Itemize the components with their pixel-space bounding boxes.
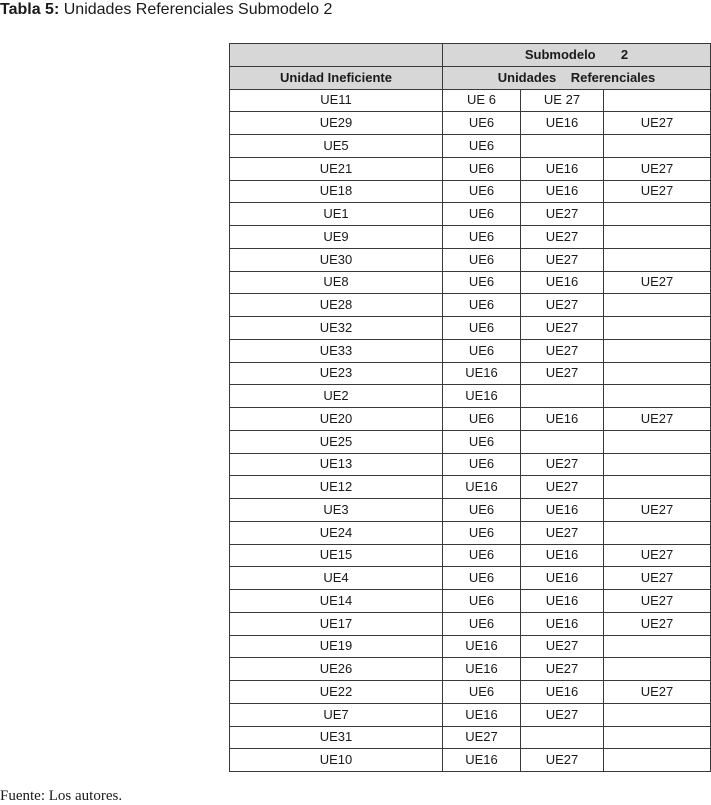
- unit-cell: UE21: [230, 157, 443, 180]
- reference-cell: UE27: [604, 612, 711, 635]
- unit-cell: UE7: [230, 703, 443, 726]
- reference-cell: UE6: [443, 112, 521, 135]
- unit-cell: UE15: [230, 544, 443, 567]
- unit-cell: UE28: [230, 294, 443, 317]
- unit-cell: UE25: [230, 430, 443, 453]
- header-row-top: [230, 44, 711, 67]
- reference-cell: UE27: [604, 590, 711, 613]
- table-row: [230, 271, 711, 294]
- table-row: [230, 590, 711, 613]
- table-row: [230, 658, 711, 681]
- reference-cell: [604, 135, 711, 158]
- unit-cell: UE17: [230, 612, 443, 635]
- reference-cell: UE27: [604, 112, 711, 135]
- table-row: [230, 339, 711, 362]
- reference-cell: [604, 521, 711, 544]
- table-row: [230, 521, 711, 544]
- reference-cell: [521, 726, 604, 749]
- reference-cell: UE27: [521, 294, 604, 317]
- reference-cell: UE16: [443, 362, 521, 385]
- unit-cell: UE10: [230, 749, 443, 772]
- reference-cell: UE6: [443, 521, 521, 544]
- reference-cell: [604, 658, 711, 681]
- reference-cell: UE6: [443, 271, 521, 294]
- table-row: [230, 544, 711, 567]
- unit-cell: UE29: [230, 112, 443, 135]
- source-text: Los autores.: [48, 788, 123, 804]
- table-row: [230, 226, 711, 249]
- source-note: [0, 787, 122, 805]
- unit-cell: UE11: [230, 89, 443, 112]
- reference-cell: UE16: [443, 749, 521, 772]
- reference-cell: [521, 430, 604, 453]
- reference-cell: UE6: [443, 248, 521, 271]
- reference-cell: UE27: [521, 317, 604, 340]
- reference-cell: UE16: [521, 157, 604, 180]
- unit-cell: UE2: [230, 385, 443, 408]
- reference-cell: UE27: [443, 726, 521, 749]
- table-row: [230, 385, 711, 408]
- reference-cell: UE 6: [443, 89, 521, 112]
- unit-cell: UE3: [230, 499, 443, 522]
- table-row: [230, 89, 711, 112]
- reference-cell: UE 27: [521, 89, 604, 112]
- reference-cell: UE6: [443, 499, 521, 522]
- reference-cell: UE27: [521, 635, 604, 658]
- reference-cell: UE27: [521, 703, 604, 726]
- reference-cell: UE16: [521, 567, 604, 590]
- table-row: [230, 681, 711, 704]
- header-unit: Unidad Ineficiente: [230, 66, 443, 89]
- table-row: [230, 635, 711, 658]
- unit-cell: UE31: [230, 726, 443, 749]
- table-row: [230, 567, 711, 590]
- reference-cell: [604, 203, 711, 226]
- reference-cell: UE27: [521, 226, 604, 249]
- unit-cell: UE14: [230, 590, 443, 613]
- reference-cell: UE16: [521, 681, 604, 704]
- table-row: [230, 726, 711, 749]
- reference-cell: UE16: [521, 590, 604, 613]
- reference-cell: UE6: [443, 681, 521, 704]
- reference-cell: UE16: [443, 385, 521, 408]
- header-empty-cell: [230, 44, 443, 67]
- reference-cell: UE27: [604, 499, 711, 522]
- header-references: Unidades Referenciales: [443, 66, 711, 89]
- reference-cell: [604, 703, 711, 726]
- source-label: Fuente:: [0, 788, 45, 804]
- reference-cell: [604, 339, 711, 362]
- table-row: [230, 248, 711, 271]
- reference-cell: [521, 135, 604, 158]
- reference-cell: [604, 226, 711, 249]
- table-row: [230, 362, 711, 385]
- reference-cell: UE27: [521, 749, 604, 772]
- caption-label: Tabla 5:: [0, 1, 60, 18]
- reference-cell: UE6: [443, 567, 521, 590]
- unit-cell: UE20: [230, 408, 443, 431]
- reference-cell: UE27: [521, 339, 604, 362]
- unit-cell: UE5: [230, 135, 443, 158]
- reference-cell: [604, 362, 711, 385]
- reference-cell: UE6: [443, 339, 521, 362]
- reference-cell: UE27: [604, 157, 711, 180]
- reference-cell: UE6: [443, 430, 521, 453]
- reference-cell: UE16: [521, 271, 604, 294]
- reference-cell: UE27: [521, 521, 604, 544]
- unit-cell: UE32: [230, 317, 443, 340]
- table-row: [230, 294, 711, 317]
- reference-cell: UE16: [521, 612, 604, 635]
- reference-cell: UE6: [443, 294, 521, 317]
- unit-cell: UE13: [230, 453, 443, 476]
- unit-cell: UE18: [230, 180, 443, 203]
- unit-cell: UE22: [230, 681, 443, 704]
- reference-cell: UE6: [443, 157, 521, 180]
- unit-cell: UE23: [230, 362, 443, 385]
- reference-cell: [604, 89, 711, 112]
- reference-cell: UE27: [521, 203, 604, 226]
- reference-cell: UE16: [521, 112, 604, 135]
- reference-cell: UE27: [521, 476, 604, 499]
- table-row: [230, 703, 711, 726]
- table-row: [230, 499, 711, 522]
- table-row: [230, 430, 711, 453]
- reference-cell: UE16: [521, 408, 604, 431]
- unit-cell: UE33: [230, 339, 443, 362]
- unit-cell: UE4: [230, 567, 443, 590]
- reference-cell: UE27: [604, 567, 711, 590]
- reference-cell: UE16: [443, 703, 521, 726]
- reference-cell: UE27: [604, 408, 711, 431]
- reference-cell: UE6: [443, 180, 521, 203]
- reference-cell: UE6: [443, 612, 521, 635]
- reference-cell: UE6: [443, 453, 521, 476]
- table-caption: [0, 0, 332, 19]
- table-row: [230, 112, 711, 135]
- reference-cell: UE6: [443, 408, 521, 431]
- unit-cell: UE24: [230, 521, 443, 544]
- reference-cell: [604, 635, 711, 658]
- reference-units-table: [229, 43, 711, 772]
- reference-cell: UE27: [521, 362, 604, 385]
- reference-cell: UE6: [443, 590, 521, 613]
- reference-cell: [604, 248, 711, 271]
- caption-text: Unidades Referenciales Submodelo 2: [63, 1, 333, 18]
- reference-cell: [604, 453, 711, 476]
- reference-cell: [604, 749, 711, 772]
- unit-cell: UE9: [230, 226, 443, 249]
- reference-cell: UE6: [443, 544, 521, 567]
- table-body: [230, 89, 711, 772]
- table-row: [230, 203, 711, 226]
- unit-cell: UE12: [230, 476, 443, 499]
- reference-cell: UE27: [604, 271, 711, 294]
- header-submodel: Submodelo 2: [443, 44, 711, 67]
- reference-cell: UE16: [443, 635, 521, 658]
- unit-cell: UE26: [230, 658, 443, 681]
- header-row-columns: [230, 66, 711, 89]
- reference-cell: UE6: [443, 226, 521, 249]
- reference-cell: [604, 430, 711, 453]
- table-row: [230, 749, 711, 772]
- unit-cell: UE1: [230, 203, 443, 226]
- reference-cell: [604, 294, 711, 317]
- reference-cell: [604, 726, 711, 749]
- reference-cell: UE6: [443, 203, 521, 226]
- reference-cell: UE16: [521, 499, 604, 522]
- reference-cell: UE6: [443, 135, 521, 158]
- table-row: [230, 453, 711, 476]
- table-row: [230, 476, 711, 499]
- reference-cell: UE27: [604, 544, 711, 567]
- table-row: [230, 612, 711, 635]
- reference-cell: UE16: [443, 476, 521, 499]
- table-row: [230, 135, 711, 158]
- reference-cell: UE27: [521, 248, 604, 271]
- reference-cell: [604, 317, 711, 340]
- table-row: [230, 317, 711, 340]
- unit-cell: UE19: [230, 635, 443, 658]
- unit-cell: UE30: [230, 248, 443, 271]
- reference-cell: UE16: [521, 544, 604, 567]
- reference-cell: UE16: [521, 180, 604, 203]
- reference-cell: UE27: [521, 453, 604, 476]
- reference-cell: [604, 476, 711, 499]
- reference-cell: UE6: [443, 317, 521, 340]
- table-row: [230, 180, 711, 203]
- reference-cell: UE27: [604, 681, 711, 704]
- table-row: [230, 408, 711, 431]
- reference-cell: UE27: [604, 180, 711, 203]
- reference-cell: [521, 385, 604, 408]
- reference-cell: UE16: [443, 658, 521, 681]
- reference-cell: UE27: [521, 658, 604, 681]
- table-row: [230, 157, 711, 180]
- reference-cell: [604, 385, 711, 408]
- unit-cell: UE8: [230, 271, 443, 294]
